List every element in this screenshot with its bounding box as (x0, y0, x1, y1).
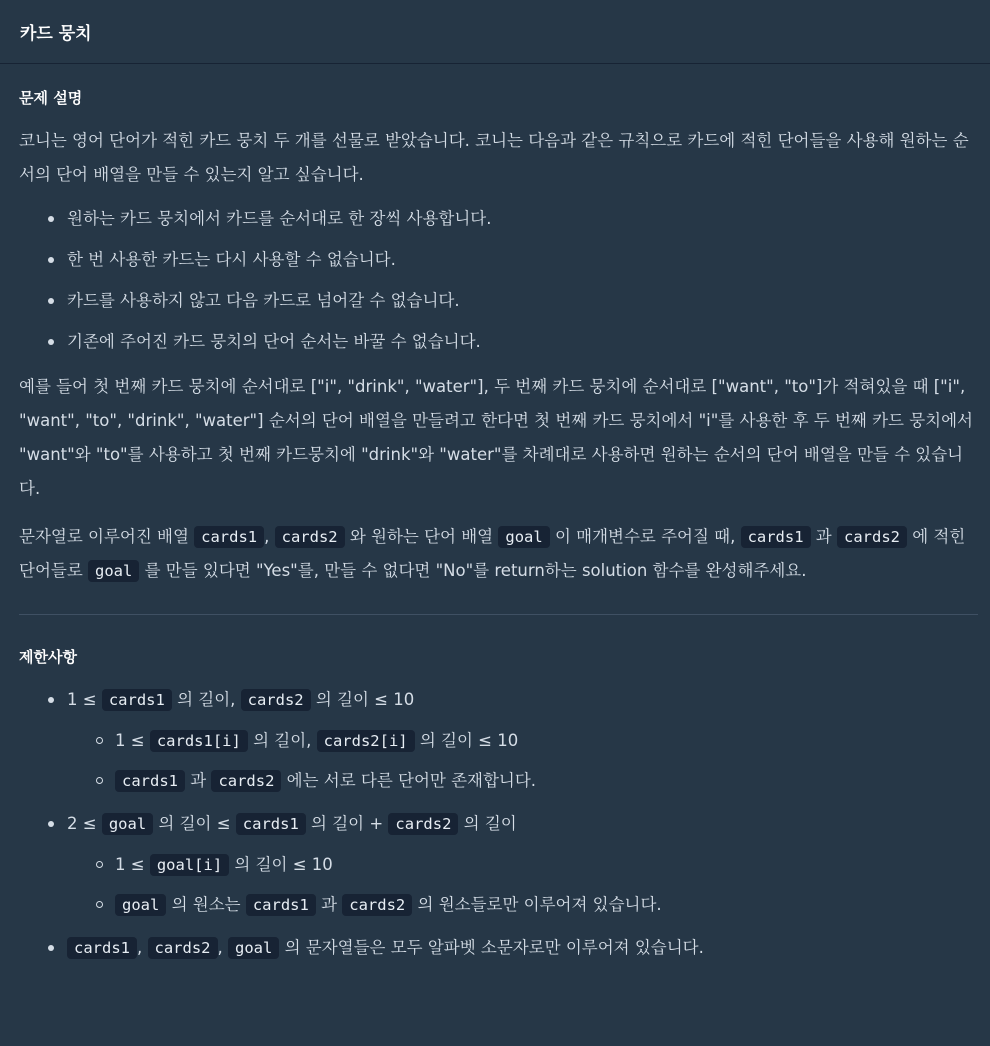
constraint-text: 의 길이 + (305, 814, 389, 833)
constraint-text: 의 원소는 (166, 895, 246, 914)
code-cards1-i: cards1[i] (150, 730, 248, 752)
rule-item: 한 번 사용한 카드는 다시 사용할 수 없습니다. (19, 239, 978, 280)
constraint-text: 2 ≤ (67, 814, 102, 833)
constraint-text: 의 길이 (458, 814, 517, 833)
code-goal-i: goal[i] (150, 854, 229, 876)
constraint-sublist (19, 721, 978, 801)
constraint-text: , (137, 938, 148, 957)
constraints-list (19, 927, 978, 969)
constraint-item (19, 803, 978, 845)
task-text: , (264, 527, 275, 546)
code-cards2: cards2 (342, 894, 412, 916)
constraint-text: , (217, 938, 228, 957)
constraint-text: 의 길이, (247, 731, 317, 750)
code-cards2: cards2 (275, 526, 345, 548)
problem-title: 카드 뭉치 (20, 24, 92, 44)
constraint-text: 의 길이 ≤ (153, 814, 236, 833)
description-intro: 코니는 영어 단어가 적힌 카드 뭉치 두 개를 선물로 받았습니다. 코니는 다음과 같은 규칙으로 카드에 적힌 단어들을 사용해 원하는 순서의 단어 배열을 만들 수 있는지 알고 싶습니다. (19, 131, 969, 184)
code-goal: goal (102, 813, 153, 835)
problem-title-bar (0, 0, 990, 64)
code-cards1: cards1 (236, 813, 306, 835)
sub-constraint-item (19, 845, 978, 885)
constraint-text: 과 (315, 895, 343, 914)
rules-list (19, 198, 978, 362)
sub-constraint-item (19, 721, 978, 761)
constraint-text: 에는 서로 다른 단어만 존재합니다. (281, 771, 537, 790)
constraint-item (19, 679, 978, 721)
constraint-text: 의 원소들로만 이루어져 있습니다. (412, 895, 662, 914)
code-cards1: cards1 (67, 937, 137, 959)
constraint-text: 의 길이 ≤ 10 (414, 731, 519, 750)
constraints-list (19, 803, 978, 845)
code-cards1: cards1 (102, 689, 172, 711)
code-cards2: cards2 (837, 526, 907, 548)
code-cards1: cards1 (194, 526, 264, 548)
task-text: 에 적힌 단어들로 (19, 527, 966, 580)
rule-item: 카드를 사용하지 않고 다음 카드로 넘어갈 수 없습니다. (19, 280, 978, 321)
task-text: 과 (810, 527, 837, 546)
constraint-text: 의 길이, (171, 690, 241, 709)
constraint-sublist (19, 845, 978, 925)
description-example: 예를 들어 첫 번째 카드 뭉치에 순서대로 ["i", "drink", "water"], 두 번째 카드 뭉치에 순서대로 ["want", "to"]가 적혀있을 때 ["i", "want", "to", "drink", "water"] 순서의 단어 배열을 만들려고 한다면 첫 번째 카드 뭉치에서 "i"를 사용한 후 두 번째 카드 뭉치에서 "want"와 "to"를 사용하고 첫 번째 카드뭉치에 "drink"와 "water"를 차례대로 사용하면 원하는 순서의 단어 배열을 만들 수 있습니다. (19, 377, 973, 498)
code-goal: goal (498, 526, 549, 548)
code-cards2: cards2 (241, 689, 311, 711)
constraints-heading: 제한사항 (19, 648, 77, 666)
task-text: 이 매개변수로 주어질 때, (549, 527, 741, 546)
code-cards2: cards2 (148, 937, 218, 959)
code-goal: goal (228, 937, 279, 959)
constraint-text: 1 ≤ (67, 690, 102, 709)
constraint-text: 1 ≤ (115, 731, 150, 750)
section-divider (19, 614, 978, 615)
code-cards1: cards1 (246, 894, 316, 916)
task-text: 를 만들 있다면 "Yes"를, 만들 수 없다면 "No"를 return하는 solution 함수를 완성해주세요. (139, 561, 807, 580)
constraint-text: 의 길이 ≤ 10 (229, 855, 333, 874)
constraint-item (19, 927, 978, 969)
rule-item: 기존에 주어진 카드 뭉치의 단어 순서는 바꿀 수 없습니다. (19, 321, 978, 362)
task-text: 문자열로 이루어진 배열 (19, 527, 195, 546)
sub-constraint-item (19, 885, 978, 925)
code-cards2: cards2 (388, 813, 458, 835)
code-cards2-i: cards2[i] (317, 730, 415, 752)
description-task (19, 520, 978, 588)
code-cards1: cards1 (115, 770, 185, 792)
code-goal: goal (115, 894, 166, 916)
code-goal: goal (88, 560, 139, 582)
code-cards1: cards1 (741, 526, 811, 548)
code-cards2: cards2 (211, 770, 281, 792)
constraint-text: 1 ≤ (115, 855, 150, 874)
constraint-text: 과 (185, 771, 212, 790)
constraints-list (19, 679, 978, 721)
task-text: 와 원하는 단어 배열 (344, 527, 499, 546)
sub-constraint-item (19, 761, 978, 801)
constraint-text: 의 문자열들은 모두 알파벳 소문자로만 이루어져 있습니다. (279, 938, 704, 957)
rule-item: 원하는 카드 뭉치에서 카드를 순서대로 한 장씩 사용합니다. (19, 198, 978, 239)
constraint-text: 의 길이 ≤ 10 (310, 690, 415, 709)
problem-content (0, 86, 990, 969)
description-heading: 문제 설명 (19, 89, 83, 107)
